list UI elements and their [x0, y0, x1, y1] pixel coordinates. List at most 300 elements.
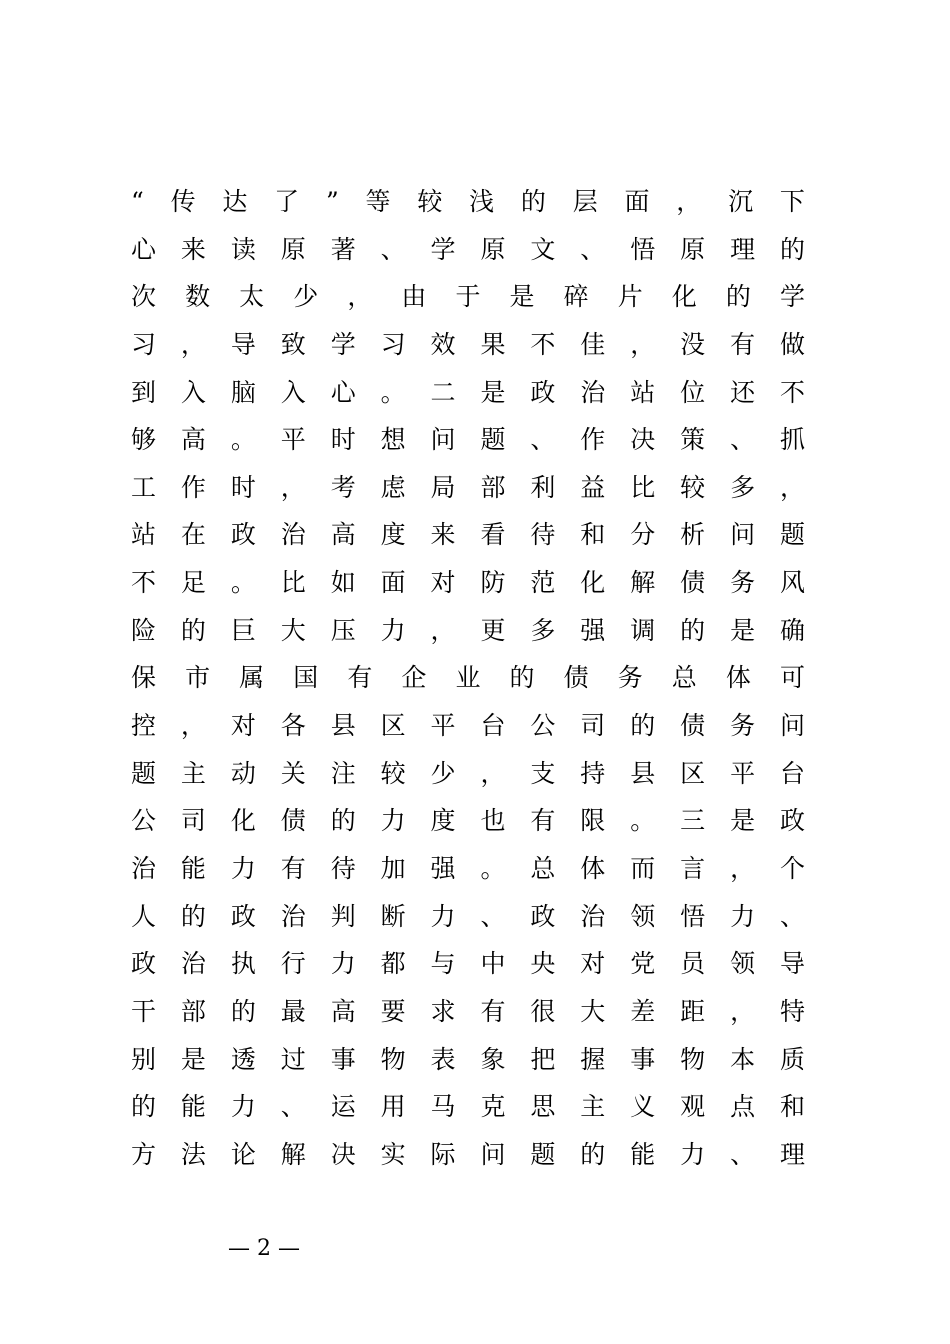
- text-char: 务: [730, 568, 756, 598]
- text-char: 央: [530, 949, 556, 979]
- text-char: 达: [222, 187, 248, 216]
- text-char: 抓: [779, 425, 805, 455]
- text-char: 强: [580, 615, 606, 645]
- text-char: 能: [180, 1092, 206, 1122]
- text-char: 大: [580, 996, 606, 1026]
- text-char: 入: [180, 377, 206, 407]
- text-char: 到: [131, 377, 157, 407]
- text-char: 悟: [680, 901, 706, 931]
- text-char: 学: [779, 282, 805, 312]
- text-line: [131, 845, 805, 893]
- text-char: 理: [730, 234, 756, 264]
- text-char: 要: [380, 996, 406, 1026]
- text-char: 方: [131, 1139, 157, 1169]
- text-char: 时: [230, 472, 256, 502]
- text-char: 果: [480, 329, 506, 359]
- text-char: 原: [680, 234, 706, 264]
- text-char: 区: [380, 711, 406, 741]
- text-char: 特: [779, 996, 805, 1026]
- text-char: 是: [730, 806, 756, 836]
- text-char: 个: [779, 853, 805, 883]
- text-char: 政: [530, 901, 556, 931]
- text-char: 层: [572, 187, 598, 216]
- text-char: 不: [779, 377, 805, 407]
- text-char: 而: [630, 853, 656, 883]
- text-char: 观: [680, 1092, 706, 1122]
- text-char: 公: [530, 711, 556, 741]
- text-char: 多: [730, 472, 756, 502]
- text-char: 。: [380, 377, 406, 407]
- text-char: 过: [280, 1044, 306, 1074]
- text-char: 、: [580, 234, 606, 264]
- text-char: 作: [580, 425, 606, 455]
- text-char: 较: [680, 472, 706, 502]
- text-char: 质: [779, 1044, 805, 1074]
- text-char: 益: [580, 472, 606, 502]
- text-char: 点: [730, 1092, 756, 1122]
- text-char: 对: [230, 711, 256, 741]
- text-char: 决: [630, 425, 656, 455]
- text-char: 题: [530, 1139, 556, 1169]
- text-line: [131, 1131, 805, 1179]
- text-char: 待: [330, 853, 356, 883]
- text-char: 著: [330, 234, 356, 264]
- text-char: 理: [779, 1139, 805, 1169]
- text-char: 治: [180, 949, 206, 979]
- text-char: 题: [131, 758, 157, 788]
- text-char: ”: [325, 187, 339, 216]
- text-char: 总: [671, 663, 697, 693]
- text-char: 度: [430, 806, 456, 836]
- text-char: 风: [779, 568, 805, 598]
- text-char: 属: [239, 663, 265, 693]
- text-char: 业: [455, 663, 481, 693]
- text-char: 较: [380, 758, 406, 788]
- text-char: 政: [530, 377, 556, 407]
- text-char: 体: [725, 663, 751, 693]
- text-char: 化: [580, 568, 606, 598]
- text-char: 在: [180, 520, 206, 550]
- text-char: 的: [330, 806, 356, 836]
- page-number: — 2 —: [228, 1236, 300, 1261]
- text-char: 治: [280, 520, 306, 550]
- text-char: 决: [330, 1139, 356, 1169]
- text-char: 脑: [230, 377, 256, 407]
- text-char: 策: [680, 425, 706, 455]
- text-char: ，: [730, 996, 756, 1026]
- text-char: 治: [580, 377, 606, 407]
- text-char: 沉: [728, 187, 754, 216]
- text-char: 度: [380, 520, 406, 550]
- text-char: 原: [480, 234, 506, 264]
- text-char: 险: [131, 615, 157, 645]
- text-char: 来: [180, 234, 206, 264]
- text-char: 治: [131, 853, 157, 883]
- text-char: 力: [330, 949, 356, 979]
- text-line: [131, 988, 805, 1036]
- text-char: 化: [671, 282, 697, 312]
- text-char: ，: [480, 758, 506, 788]
- text-char: 。: [480, 853, 506, 883]
- text-char: 了: [274, 187, 300, 216]
- text-char: 法: [180, 1139, 206, 1169]
- text-char: 市: [185, 663, 211, 693]
- text-line: [131, 1083, 805, 1131]
- text-char: 下: [779, 187, 805, 216]
- text-char: 调: [630, 615, 656, 645]
- text-char: 工: [131, 472, 157, 502]
- text-char: 分: [630, 520, 656, 550]
- text-char: 。: [630, 806, 656, 836]
- text-char: 学: [430, 234, 456, 264]
- text-char: 范: [530, 568, 556, 598]
- text-char: 的: [180, 901, 206, 931]
- text-line: [131, 654, 805, 702]
- text-char: 的: [180, 615, 206, 645]
- text-char: 台: [779, 758, 805, 788]
- text-char: 区: [680, 758, 706, 788]
- text-char: 防: [480, 568, 506, 598]
- text-char: 对: [580, 949, 606, 979]
- text-char: 片: [617, 282, 643, 312]
- text-char: 保: [131, 663, 157, 693]
- text-char: 最: [280, 996, 306, 1026]
- text-char: 够: [131, 425, 157, 455]
- text-char: 强: [430, 853, 456, 883]
- text-char: 佳: [580, 329, 606, 359]
- text-line: [131, 464, 805, 512]
- text-char: 局: [430, 472, 456, 502]
- text-char: 巨: [230, 615, 256, 645]
- text-char: 于: [455, 282, 481, 312]
- text-char: 注: [330, 758, 356, 788]
- text-char: 县: [630, 758, 656, 788]
- text-char: 行: [280, 949, 306, 979]
- text-char: 、: [530, 425, 556, 455]
- text-char: 体: [580, 853, 606, 883]
- text-char: 问: [779, 711, 805, 741]
- text-char: 作: [180, 472, 206, 502]
- text-char: 传: [170, 187, 196, 216]
- text-line: [131, 559, 805, 607]
- text-line: [131, 797, 805, 845]
- text-char: 党: [630, 949, 656, 979]
- text-line: [131, 178, 805, 226]
- text-char: 支: [530, 758, 556, 788]
- text-char: 的: [230, 996, 256, 1026]
- text-char: 、: [380, 234, 406, 264]
- text-char: 力: [680, 1139, 706, 1169]
- text-char: 次: [131, 282, 157, 312]
- text-char: 都: [380, 949, 406, 979]
- text-char: 位: [680, 377, 706, 407]
- text-char: 习: [131, 329, 157, 359]
- text-char: 力: [730, 901, 756, 931]
- text-char: 问: [430, 425, 456, 455]
- text-char: 三: [680, 806, 706, 836]
- text-char: 利: [530, 472, 556, 502]
- text-line: [131, 607, 805, 655]
- text-char: 面: [624, 187, 650, 216]
- text-char: 效: [430, 329, 456, 359]
- text-char: 多: [530, 615, 556, 645]
- text-char: 运: [330, 1092, 356, 1122]
- text-char: 台: [480, 711, 506, 741]
- text-char: 是: [180, 1044, 206, 1074]
- text-char: 对: [430, 568, 456, 598]
- text-char: 化: [230, 806, 256, 836]
- text-char: 学: [330, 329, 356, 359]
- text-char: 物: [680, 1044, 706, 1074]
- text-char: 干: [131, 996, 157, 1026]
- text-char: 平: [280, 425, 306, 455]
- text-char: 把: [530, 1044, 556, 1074]
- text-char: 、: [730, 1139, 756, 1169]
- text-char: 思: [530, 1092, 556, 1122]
- text-char: 大: [280, 615, 306, 645]
- text-char: 平: [730, 758, 756, 788]
- text-char: 有: [730, 329, 756, 359]
- text-line: [131, 893, 805, 941]
- text-char: 司: [580, 711, 606, 741]
- text-char: 和: [580, 520, 606, 550]
- text-char: 数: [185, 282, 211, 312]
- text-char: 压: [330, 615, 356, 645]
- text-char: 言: [680, 853, 706, 883]
- text-char: ，: [676, 187, 702, 216]
- text-char: 动: [230, 758, 256, 788]
- text-char: 析: [680, 520, 706, 550]
- text-char: 读: [230, 234, 256, 264]
- text-char: 治: [280, 901, 306, 931]
- text-char: 事: [630, 1044, 656, 1074]
- text-char: 本: [730, 1044, 756, 1074]
- text-char: 用: [380, 1092, 406, 1122]
- text-char: 务: [617, 663, 643, 693]
- text-char: ，: [347, 282, 373, 312]
- text-char: 总: [530, 853, 556, 883]
- text-char: 、: [280, 1092, 306, 1122]
- text-char: 如: [330, 568, 356, 598]
- text-char: 较: [417, 187, 443, 216]
- text-char: 债: [563, 663, 589, 693]
- text-char: 控: [131, 711, 157, 741]
- text-char: 很: [530, 996, 556, 1026]
- text-char: 政: [230, 520, 256, 550]
- text-char: ，: [280, 472, 306, 502]
- text-char: 持: [580, 758, 606, 788]
- text-char: 债: [280, 806, 306, 836]
- text-char: 待: [530, 520, 556, 550]
- text-char: 的: [779, 234, 805, 264]
- text-char: 务: [730, 711, 756, 741]
- text-char: 握: [580, 1044, 606, 1074]
- text-char: 比: [280, 568, 306, 598]
- text-char: 解: [280, 1139, 306, 1169]
- text-char: 公: [131, 806, 157, 836]
- text-char: 力: [230, 853, 256, 883]
- text-char: 的: [580, 1139, 606, 1169]
- text-char: 不: [131, 568, 157, 598]
- text-line: [131, 226, 805, 274]
- text-char: 致: [280, 329, 306, 359]
- text-char: 解: [630, 568, 656, 598]
- text-char: 领: [730, 949, 756, 979]
- text-char: 主: [180, 758, 206, 788]
- text-char: 站: [630, 377, 656, 407]
- text-line: [131, 940, 805, 988]
- text-char: 国: [293, 663, 319, 693]
- text-char: 与: [430, 949, 456, 979]
- text-char: 判: [330, 901, 356, 931]
- text-char: 政: [779, 806, 805, 836]
- text-line: [131, 273, 805, 321]
- text-char: 力: [430, 901, 456, 931]
- text-char: 更: [480, 615, 506, 645]
- text-char: 员: [680, 949, 706, 979]
- text-char: 断: [380, 901, 406, 931]
- text-char: 平: [430, 711, 456, 741]
- text-char: 。: [230, 425, 256, 455]
- text-char: 站: [131, 520, 157, 550]
- text-char: 是: [480, 377, 506, 407]
- text-line: [131, 511, 805, 559]
- text-char: 少: [293, 282, 319, 312]
- body-text: [131, 178, 805, 1178]
- text-line: [131, 750, 805, 798]
- text-char: 政: [230, 901, 256, 931]
- text-char: 的: [520, 187, 546, 216]
- text-char: 的: [630, 711, 656, 741]
- text-char: 求: [430, 996, 456, 1026]
- text-char: 导: [779, 949, 805, 979]
- text-char: 等: [365, 187, 391, 216]
- text-char: 悟: [630, 234, 656, 264]
- text-char: 义: [630, 1092, 656, 1122]
- text-char: 中: [480, 949, 506, 979]
- text-char: 力: [380, 615, 406, 645]
- text-char: 有: [480, 996, 506, 1026]
- text-char: 的: [509, 663, 535, 693]
- text-char: 文: [530, 234, 556, 264]
- text-char: 高: [180, 425, 206, 455]
- text-char: 马: [430, 1092, 456, 1122]
- text-char: 企: [401, 663, 427, 693]
- text-char: 碎: [563, 282, 589, 312]
- text-char: 。: [230, 568, 256, 598]
- text-char: 做: [779, 329, 805, 359]
- text-char: 别: [131, 1044, 157, 1074]
- text-char: 、: [480, 901, 506, 931]
- text-char: 差: [630, 996, 656, 1026]
- text-char: ，: [630, 329, 656, 359]
- text-char: 心: [330, 377, 356, 407]
- text-char: 部: [480, 472, 506, 502]
- text-char: 入: [280, 377, 306, 407]
- text-line: [131, 1036, 805, 1084]
- text-char: 、: [779, 901, 805, 931]
- text-char: 际: [430, 1139, 456, 1169]
- text-char: 想: [380, 425, 406, 455]
- text-char: 时: [330, 425, 356, 455]
- text-char: 透: [230, 1044, 256, 1074]
- text-char: 、: [730, 425, 756, 455]
- text-char: 考: [330, 472, 356, 502]
- text-char: 高: [330, 520, 356, 550]
- text-char: 关: [280, 758, 306, 788]
- text-char: 足: [180, 568, 206, 598]
- text-char: 心: [131, 234, 157, 264]
- text-char: 题: [779, 520, 805, 550]
- text-line: [131, 369, 805, 417]
- text-char: 习: [380, 329, 406, 359]
- text-char: 论: [230, 1139, 256, 1169]
- text-char: ，: [180, 711, 206, 741]
- text-line: [131, 702, 805, 750]
- text-char: 和: [779, 1092, 805, 1122]
- text-char: 债: [680, 711, 706, 741]
- text-line: [131, 321, 805, 369]
- text-char: 太: [239, 282, 265, 312]
- text-char: 各: [280, 711, 306, 741]
- text-char: 司: [180, 806, 206, 836]
- text-char: ，: [730, 853, 756, 883]
- text-char: 可: [779, 663, 805, 693]
- text-char: 限: [580, 806, 606, 836]
- text-char: 还: [730, 377, 756, 407]
- text-char: 有: [280, 853, 306, 883]
- text-char: 加: [380, 853, 406, 883]
- text-char: 没: [680, 329, 706, 359]
- text-char: 来: [430, 520, 456, 550]
- text-char: 的: [725, 282, 751, 312]
- text-char: 少: [430, 758, 456, 788]
- text-char: 比: [630, 472, 656, 502]
- text-char: 事: [330, 1044, 356, 1074]
- text-char: 问: [480, 1139, 506, 1169]
- text-char: 看: [480, 520, 506, 550]
- text-char: 是: [730, 615, 756, 645]
- text-char: 部: [180, 996, 206, 1026]
- text-char: 执: [230, 949, 256, 979]
- text-char: ，: [779, 472, 805, 502]
- text-char: 领: [630, 901, 656, 931]
- text-char: 政: [131, 949, 157, 979]
- text-char: 物: [380, 1044, 406, 1074]
- text-char: 力: [380, 806, 406, 836]
- text-char: 县: [330, 711, 356, 741]
- text-char: 治: [580, 901, 606, 931]
- text-char: 能: [630, 1139, 656, 1169]
- text-char: 高: [330, 996, 356, 1026]
- text-char: 面: [380, 568, 406, 598]
- text-char: 二: [430, 377, 456, 407]
- text-char: 能: [180, 853, 206, 883]
- text-char: 力: [230, 1092, 256, 1122]
- text-char: 问: [730, 520, 756, 550]
- text-char: 克: [480, 1092, 506, 1122]
- text-char: 的: [131, 1092, 157, 1122]
- text-char: 原: [280, 234, 306, 264]
- text-char: 实: [380, 1139, 406, 1169]
- text-char: ，: [180, 329, 206, 359]
- text-char: 有: [530, 806, 556, 836]
- text-char: 导: [230, 329, 256, 359]
- text-char: 虑: [380, 472, 406, 502]
- text-char: 也: [480, 806, 506, 836]
- text-char: 债: [680, 568, 706, 598]
- text-char: 题: [480, 425, 506, 455]
